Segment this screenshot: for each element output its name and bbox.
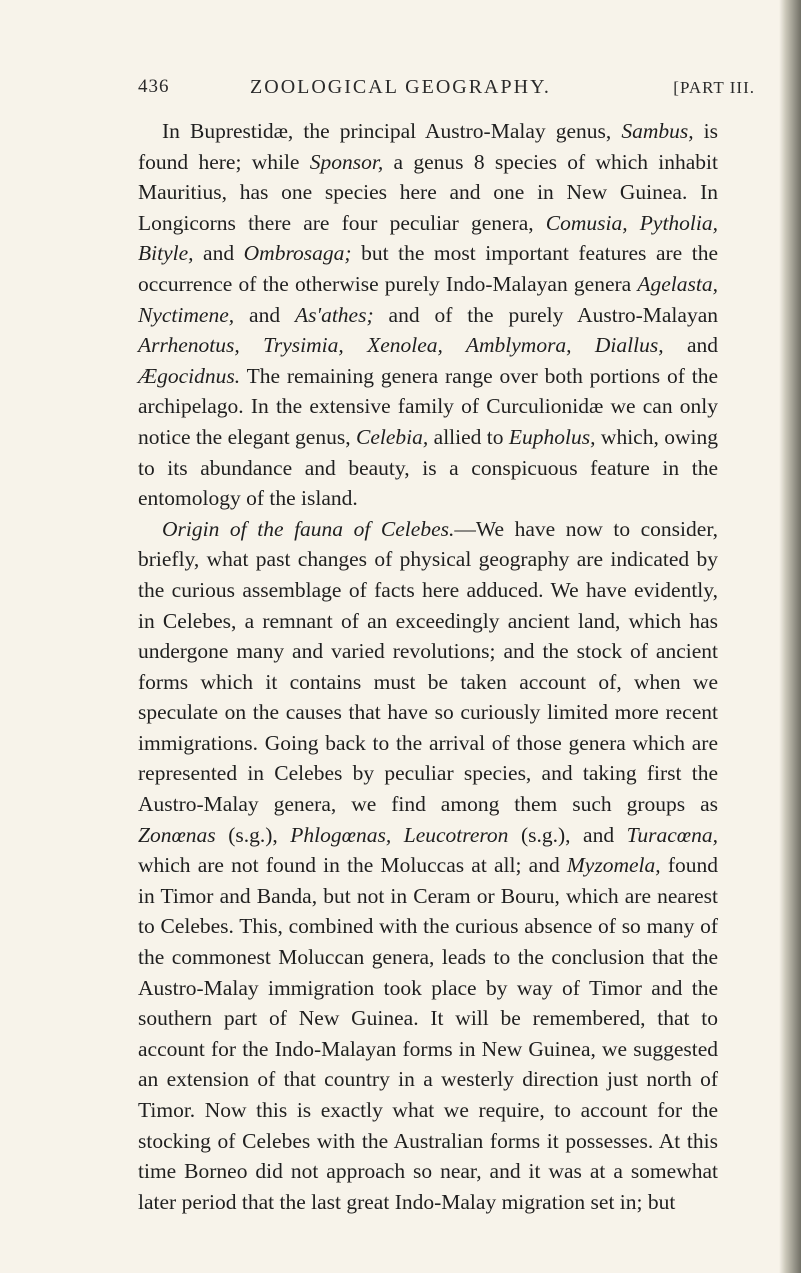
italic-run: Turacœna, (626, 822, 719, 847)
text-run: which, owing to its abundance and beauty, is a conspicuous feature in the entomology of the island. (138, 424, 718, 511)
paragraph-origin-of-fauna (138, 514, 718, 1218)
text-run: but the most important features are the occurrence of the otherwise purely Indo-Malayan genera (138, 241, 719, 296)
italic-run: Comusia, Pytholia, Bityle, (138, 210, 718, 266)
text-run: and (234, 302, 295, 327)
text-run: a genus 8 species of which inhabit Mauritius, has one species here and one in New Guinea. In Longicorns there are four peculiar genera, (138, 149, 719, 235)
paragraph-buprestidae (138, 116, 718, 514)
text-run: The remaining genera range over both portions of the archipelago. In the extensive family of Curculionidæ we can only notice the elegant genus, (138, 363, 718, 449)
italic-run: Myzomela, (566, 853, 661, 878)
text-run: —We have now to consider, briefly, what past changes of physical geography are indicated by the curious assemblage of facts here adduced. We have evidently, in Celebes, a remnant of an exceedingly ancient land, which has undergone many and varied revolutions; and the stock of ancient forms which it contains must be taken account of, when we speculate on the causes that have so curiously limited more recent immigrations. Going back to the arrival of those genera which are represented in Celebes by peculiar species, and taking first the Austro-Malay genera, we find among them such groups as (138, 516, 718, 817)
italic-run: Sambus, (621, 119, 694, 143)
italic-run: As'athes; (294, 302, 374, 327)
text-run: is found here; while (138, 119, 719, 174)
italic-run: Origin of the fauna of Celebes. (162, 516, 455, 541)
text-run: (s.g.), and (508, 822, 627, 847)
page-binding-shadow (779, 0, 801, 1273)
text-run: allied to (428, 424, 509, 449)
part-label: [PART III. (673, 78, 755, 97)
text-run: In Buprestidæ, the principal Austro-Malay genus, (162, 119, 622, 143)
italic-run: Ombrosaga; (243, 241, 352, 266)
italic-run: Phlogœnas, Leucotreron (290, 822, 509, 847)
text-run: and of the purely Austro-Malayan (373, 302, 718, 327)
italic-run: Agelasta, Nyctimene, (138, 271, 718, 327)
running-title: ZOOLOGICAL GEOGRAPHY. (250, 76, 551, 98)
page-number: 436 (138, 76, 170, 97)
italic-run: Eupholus, (508, 424, 596, 449)
text-run: which are not found in the Moluccas at all; and (138, 853, 567, 878)
text-run: found in Timor and Banda, but not in Ceram or Bouru, which are nearest to Celebes. This, combined with the curious absence of so many of the commonest Moluccan genera, leads to the conclusion that the Austro-Malay immigration took place by way of Timor and the southern part of New Guinea. It will be remembered, that to account for the Indo-Malayan forms in New Guinea, we suggested an extension of that country in a westerly direction just north of Timor. Now this is exactly what we require, to account for the stocking of Celebes with the Australian forms it possesses. At this time Borneo did not approach so near, and it was at a somewhat later period that the last great Indo-Malay migration set in; but (138, 853, 718, 1214)
text-run: and (663, 333, 719, 358)
italic-run: Sponsor, (309, 149, 384, 174)
italic-run: Ægocidnus. (138, 363, 241, 388)
italic-run: Arrhenotus, Trysimia, Xenolea, Amblymora, Diallus, (138, 333, 664, 358)
italic-run: Celebia, (356, 424, 429, 449)
italic-run: Zonœnas (138, 822, 216, 847)
text-run: and (193, 241, 244, 266)
text-run: (s.g.), (215, 822, 291, 847)
body-text (138, 116, 718, 1217)
